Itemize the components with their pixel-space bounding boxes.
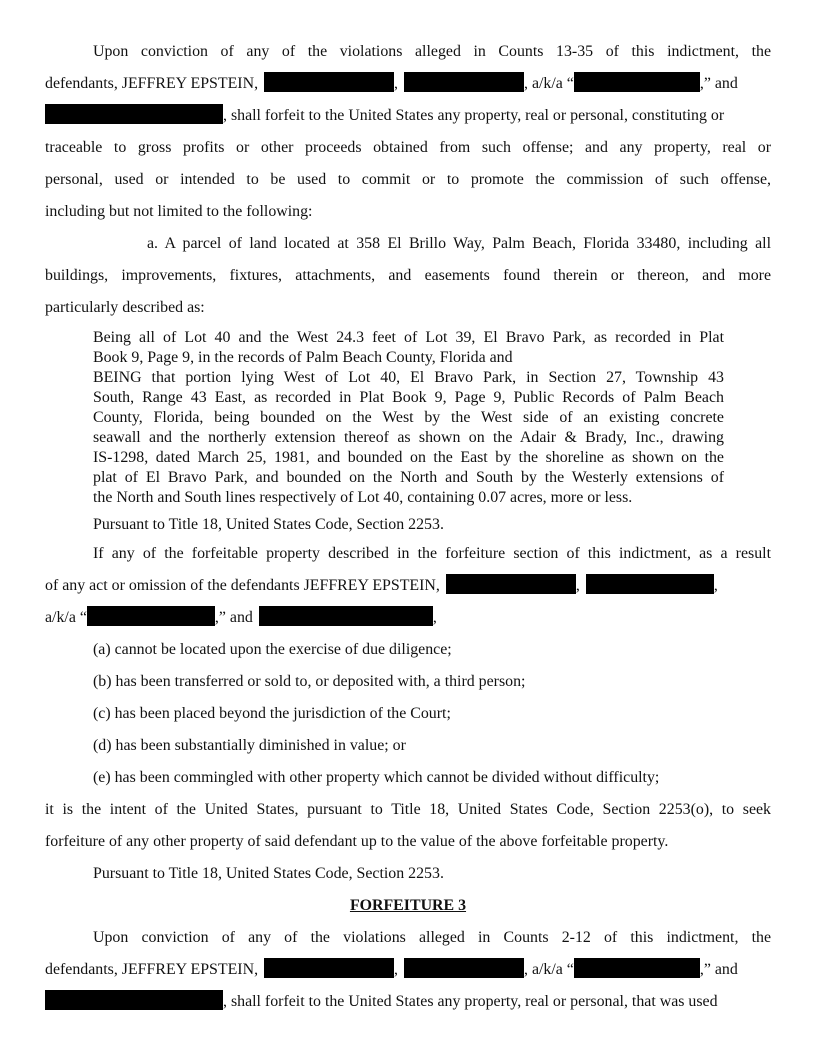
paragraph-line <box>45 602 771 634</box>
item-a-line: a. A parcel of land located at 358 El Brillo Way, Palm Beach, Florida 33480, including all <box>147 235 771 252</box>
legal-description-line: South, Range 43 East, as recorded in Plat Book 9, Page 9, Public Records of Palm Beach <box>93 389 724 406</box>
statute-citation: Pursuant to Title 18, United States Code, Section 2253. <box>93 516 444 533</box>
paragraph-line: Upon conviction of any of the violations alleged in Counts 2-12 of this indictment, the <box>93 929 771 946</box>
paragraph-line <box>45 986 771 1018</box>
redaction-box <box>264 958 394 978</box>
paragraph-line <box>45 100 771 132</box>
redaction-box <box>574 958 700 978</box>
text-run: , shall forfeit to the United States any property, real or personal, that was used <box>223 993 718 1010</box>
paragraph-line <box>45 570 771 602</box>
redaction-box <box>446 574 576 594</box>
paragraph-line: it is the intent of the United States, pursuant to Title 18, United States Code, Section 2253(o), to seek <box>45 801 771 818</box>
document-page <box>45 36 771 1018</box>
redaction-box <box>87 606 215 626</box>
redaction-box <box>586 574 714 594</box>
text-run: , a/k/a “ <box>524 75 574 92</box>
paragraph-line <box>45 954 771 986</box>
paragraph-line: Upon conviction of any of the violations alleged in Counts 13-35 of this indictment, the <box>93 43 771 60</box>
item-a-line: buildings, improvements, fixtures, attachments, and easements found therein or thereon, and more <box>45 267 771 284</box>
paragraph-line: If any of the forfeitable property described in the forfeiture section of this indictment, as a result <box>93 545 771 562</box>
redaction-box <box>404 958 524 978</box>
text-run: of any act or omission of the defendants JEFFREY EPSTEIN, <box>45 577 440 594</box>
text-run: ,” and <box>214 609 253 626</box>
text-run: , <box>394 961 399 978</box>
legal-description-line: County, Florida, being bounded on the West by the West side of an existing concrete <box>93 409 724 426</box>
text-run: ,” and <box>699 75 738 92</box>
section-heading: FORFEITURE 3 <box>349 897 467 914</box>
legal-description <box>45 328 724 508</box>
text-run: a/k/a “ <box>45 609 87 626</box>
text-run: , <box>394 75 399 92</box>
redaction-box <box>45 990 223 1010</box>
legal-description-line: plat of El Bravo Park, and bounded on the North and South by the Westerly extensions of <box>93 469 724 486</box>
redaction-box <box>259 606 433 626</box>
text-run: , shall forfeit to the United States any property, real or personal, constituting or <box>223 107 725 124</box>
condition-item: (b) has been transferred or sold to, or deposited with, a third person; <box>93 673 526 690</box>
legal-description-line: IS-1298, dated March 25, 1981, and bounded on the East by the shoreline as shown on the <box>93 449 724 466</box>
condition-item: (c) has been placed beyond the jurisdiction of the Court; <box>93 705 451 722</box>
paragraph-line: including but not limited to the following: <box>45 203 313 220</box>
text-run: defendants, JEFFREY EPSTEIN, <box>45 75 259 92</box>
legal-description-line: the North and South lines respectively of Lot 40, containing 0.07 acres, more or less. <box>93 489 633 506</box>
statute-citation: Pursuant to Title 18, United States Code, Section 2253. <box>93 865 444 882</box>
redaction-box <box>264 72 394 92</box>
legal-description-line: BEING that portion lying West of Lot 40, El Bravo Park, in Section 27, Township 43 <box>93 369 724 386</box>
paragraph-line: forfeiture of any other property of said defendant up to the value of the above forfeitable property. <box>45 833 669 850</box>
redaction-box <box>45 104 223 124</box>
redaction-box <box>574 72 700 92</box>
condition-item: (a) cannot be located upon the exercise of due diligence; <box>93 641 452 658</box>
paragraph-line: traceable to gross profits or other proceeds obtained from such offense; and any property, real or <box>45 139 771 156</box>
item-a-line: particularly described as: <box>45 299 205 316</box>
paragraph-line: personal, used or intended to be used to commit or to promote the commission of such offense, <box>45 171 771 188</box>
paragraph-line <box>45 68 771 100</box>
redaction-box <box>404 72 524 92</box>
legal-description-line: Book 9, Page 9, in the records of Palm Beach County, Florida and <box>93 349 513 366</box>
text-run: defendants, JEFFREY EPSTEIN, <box>45 961 259 978</box>
text-run: ,” and <box>699 961 738 978</box>
text-run: , a/k/a “ <box>524 961 574 978</box>
text-run: , <box>432 609 437 626</box>
condition-item: (d) has been substantially diminished in value; or <box>93 737 406 754</box>
legal-description-line: Being all of Lot 40 and the West 24.3 feet of Lot 39, El Bravo Park, as recorded in Plat <box>93 329 724 346</box>
text-run: , <box>713 577 718 594</box>
condition-item: (e) has been commingled with other property which cannot be divided without difficulty; <box>93 769 660 786</box>
legal-description-line: seawall and the northerly extension thereof as shown on the Adair & Brady, Inc., drawing <box>93 429 724 446</box>
text-run: , <box>575 577 580 594</box>
